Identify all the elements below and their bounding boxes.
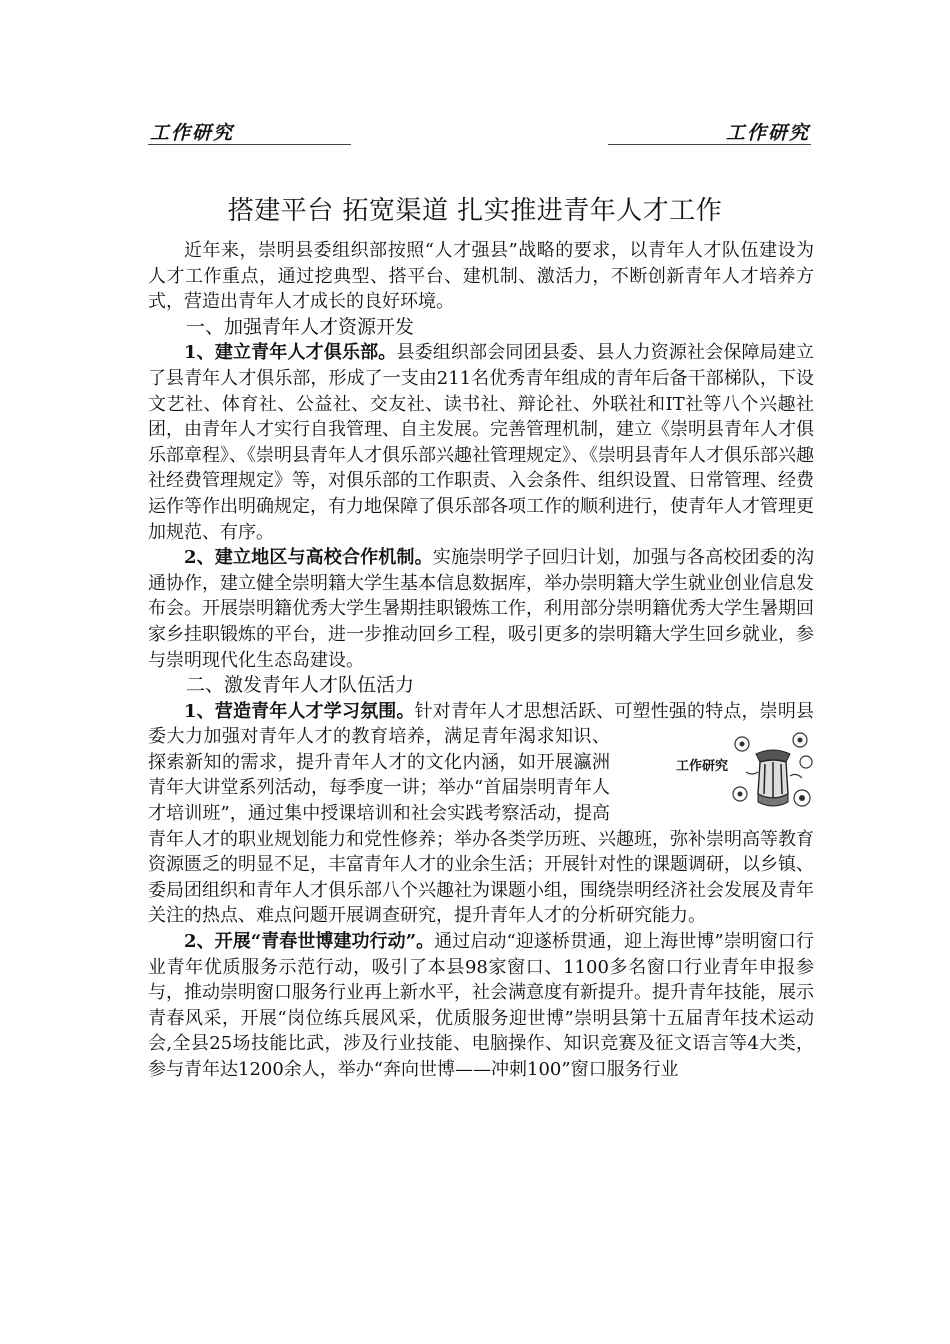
header-rule-right xyxy=(608,144,811,145)
section2-item2 xyxy=(148,929,814,1083)
section2-item2-text: 通过启动“迎遂桥贯通，迎上海世博”崇明窗口行业青年优质服务示范行动，吸引了本县98家窗口、1100多名窗口行业青年申报参与，推动崇明窗口服务行业再上新水平，社会满意度有新提升。提升青年技能，展示青春风采，开展“岗位练兵展风采，优质服务迎世博”崇明县第十五届青年技术运动会,全县25场技能比武，涉及行业技能、电脑操作、知识竞赛及征文语言等4大类，参与青年达1200余人，举办“奔向世博——冲刺100”窗口服务行业 xyxy=(148,931,814,1080)
section2-item1-lead: 1、营造青年人才学习氛围。 xyxy=(184,700,415,722)
article-title: 搭建平台 拓宽渠道 扎实推进青年人才工作 xyxy=(227,196,723,226)
header-rule-left xyxy=(148,144,351,145)
section1-item1-lead: 1、建立青年人才俱乐部。 xyxy=(184,342,397,364)
section1-item2-lead: 2、建立地区与高校合作机制。 xyxy=(184,547,433,569)
section1-item1 xyxy=(148,340,814,545)
section1-item2 xyxy=(148,545,814,673)
section1-item1-text: 县委组织部会同团县委、县人力资源社会保障局建立了县青年人才俱乐部，形成了一支由211名优秀青年组成的青年后备干部梯队，下设文艺社、体育社、公益社、交友社、读书社、辩论社、外联社和IT社等八个兴趣社团，由青年人才实行自我管理、自主发展。完善管理机制，建立《崇明县青年人才俱乐部章程》、《崇明县青年人才俱乐部兴趣社管理规定》、《崇明县青年人才俱乐部兴趣社经费管理规定》等，对俱乐部的工作职责、入会条件、组织设置、日常管理、经费运作等作出明确规定，有力地保障了俱乐部各项工作的顺利进行，使青年人才管理更加规范、有序。 xyxy=(148,342,815,543)
section2-item2-lead: 2、开展“青春世博建功行动”。 xyxy=(184,931,435,953)
running-header-left: 工作研究 xyxy=(150,122,235,144)
vase-flower-icon xyxy=(732,732,814,812)
running-header-right: 工作研究 xyxy=(725,122,810,144)
section2-item1-text-b: 探索新知的需求，提升青年人才的文化内涵，如开展瀛洲青年大讲堂系列活动，每季度一讲；举办“首届崇明青年人才培训班”，通过集中授课培训和社会实践考察活动，提高青年人才的职业规划能力和党性修养；举办各类学历班、兴趣班，弥补崇明高等教育资源匮乏的明显不足，丰富青年人才的业余生活；开展针对性的课题调研，以乡镇、委局团组织和青年人才俱乐部八个兴趣社为课题小组，围绕崇明经济社会发展及青年关注的热点、难点问题开展调查研究，提升青年人才的分析研究能力。 xyxy=(148,751,814,927)
section2-item1-text-a: 针对青年人才思想活跃、可塑性强的特点，崇明县委大力加强对青年人才的教育培养，满足青年渴求知识、 xyxy=(148,700,815,748)
section1-item2-text: 实施崇明学子回归计划，加强与各高校团委的沟通协作，建立健全崇明籍大学生基本信息数据库，举办崇明籍大学生就业创业信息发布会。开展崇明籍优秀大学生暑期挂职锻炼工作，利用部分崇明籍优秀大学生暑期回家乡挂职锻炼的平台，进一步推动回乡工程，吸引更多的崇明籍大学生回乡就业，参与崇明现代化生态岛建设。 xyxy=(148,547,814,671)
decorative-illustration xyxy=(628,732,814,812)
section1-heading: 一、加强青年人才资源开发 xyxy=(186,315,415,338)
illustration-label: 工作研究 xyxy=(676,759,729,775)
section2-heading: 二、激发青年人才队伍活力 xyxy=(186,674,415,697)
article-body xyxy=(148,238,814,1083)
section2-item1 xyxy=(148,699,814,929)
intro-paragraph: 近年来，崇明县委组织部按照“人才强县”战略的要求，以青年人才队伍建设为人才工作重点，通过挖典型、搭平台、建机制、激活力，不断创新青年人才培养方式，营造出青年人才成长的良好环境。 xyxy=(148,240,814,313)
